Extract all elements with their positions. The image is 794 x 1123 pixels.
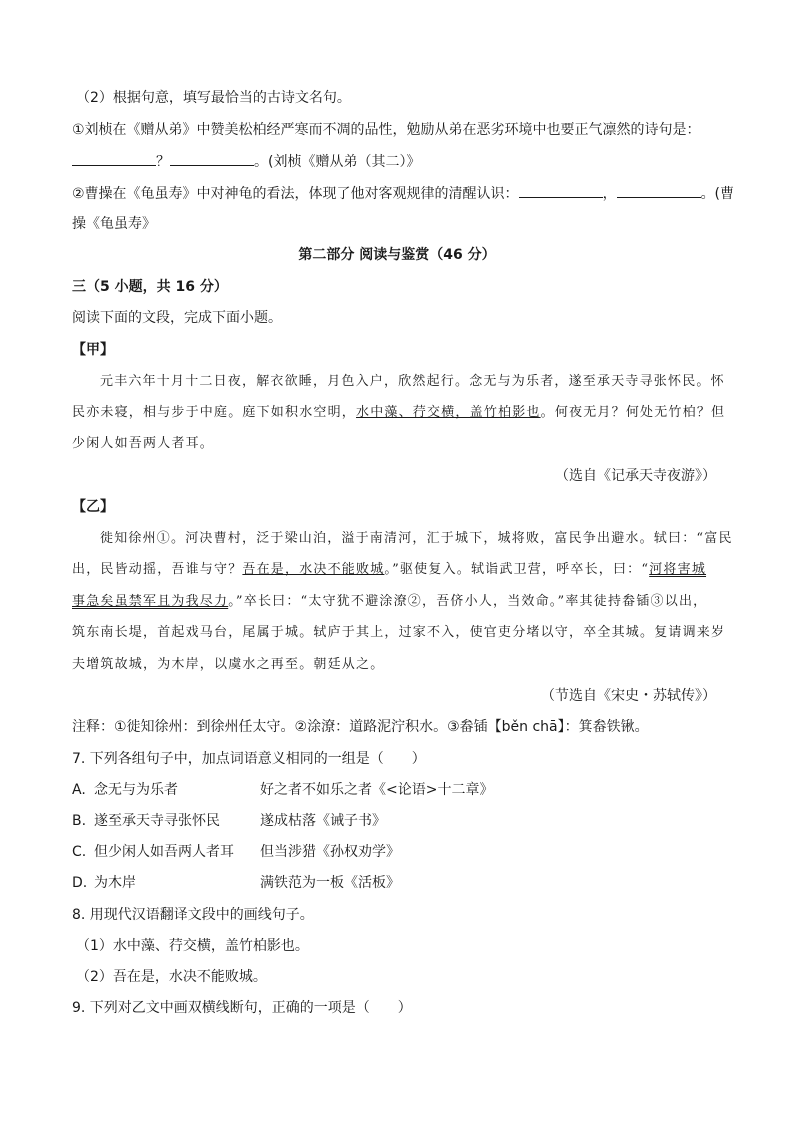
q2-item2-line	[72, 183, 734, 204]
q8-item-1: （1）水中藻、荇交横，盖竹柏影也。	[76, 938, 309, 954]
q2-item1-answer-line	[72, 151, 420, 172]
option-left-sentence: 为木岸	[94, 875, 136, 891]
option-left-sentence: 遂至承天寺寻张怀民	[94, 813, 220, 829]
underlined-sentence: 吾在是，水决不能败城	[242, 562, 385, 577]
option-label: D.	[72, 875, 88, 891]
option-label: B.	[72, 813, 87, 829]
jia-passage-line-2	[72, 403, 725, 423]
option-right-sentence: 遂成枯落《诫子书》	[260, 813, 386, 829]
q2-item1-text: ①刘桢在《赠从弟》中赞美松柏经严寒而不凋的品性，勉励从弟在恶劣环境中也要正气凛然的诗句是：	[72, 122, 701, 138]
double-underlined-sentence: 事急矣虽禁军且为我尽力	[72, 594, 229, 609]
jia-source: （选自《记承天寺夜游》）	[555, 468, 716, 484]
underlined-sentence: 水中藻、荇交横，盖竹柏影也	[356, 405, 541, 420]
yi-passage-line-4: 筑东南长堤，首起戏马台，尾属于城。轼庐于其上，过家不入，使官吏分堵以守，卒全其城。复请调来岁	[72, 625, 726, 640]
option-label: C.	[72, 844, 87, 860]
option-left-sentence: 念无与为乐者	[94, 782, 178, 798]
option-right-sentence: 但当涉猎《孙权劝学》	[260, 844, 400, 860]
annotation-note: 注释：①徙知徐州：到徐州任太守。②涂潦：道路泥泞积水。③畚锸【běn chā】：箕畚铁锹。	[72, 719, 649, 735]
option-left-sentence: 但少闲人如吾两人者耳	[94, 844, 234, 860]
option-right-sentence: 满铁范为一板《活板》	[260, 875, 400, 891]
q2-intro: （2）根据句意，填写最恰当的古诗文名句。	[76, 90, 351, 106]
q7-stem: 7. 下列各组句子中，加点词语意义相同的一组是（ ）	[72, 751, 426, 767]
option-label: A.	[72, 782, 86, 798]
q9-stem: 9. 下列对乙文中画双横线断句，正确的一项是（ ）	[72, 1000, 412, 1016]
q2-item2-text: ②曹操在《龟虽寿》中对神龟的看法，体现了他对客观规律的清醒认识：	[72, 186, 519, 202]
yi-passage-line-5: 夫增筑故城，为木岸，以虞水之再至。朝廷从之。	[72, 657, 385, 672]
section3-title: 三（5 小题，共 16 分）	[72, 279, 228, 295]
answer-blank[interactable]	[72, 151, 156, 166]
jia-label: 【甲】	[72, 342, 114, 358]
reading-intro: 阅读下面的文段，完成下面小题。	[72, 310, 282, 326]
answer-blank[interactable]	[519, 183, 603, 198]
answer-blank[interactable]	[617, 183, 701, 198]
yi-label: 【乙】	[72, 499, 114, 515]
part2-title: 第二部分 阅读与鉴赏（46 分）	[298, 247, 496, 263]
answer-blank[interactable]	[170, 151, 254, 166]
yi-text: 。”卒长曰：“太守犹不避涂潦②，吾侪小人，当效命。”率其徒持畚锸③以出，	[228, 594, 708, 609]
double-underlined-sentence: 河将害城	[649, 562, 707, 577]
q2-item2-source: 操《龟虽寿》	[72, 216, 156, 232]
q2-item2-end: 。(曹	[700, 186, 735, 202]
yi-passage-line-1: 徙知徐州①。河决曹村，泛于梁山泊，溢于南清河，汇于城下，城将败，富民争出避水。轼曰：“富民	[100, 531, 733, 546]
q8-stem: 8. 用现代汉语翻译文段中的画线句子。	[72, 907, 314, 923]
jia-passage-line-3: 少闲人如吾两人者耳。	[72, 436, 215, 451]
yi-text: 出，民皆动摇，吾谁与守？	[72, 562, 243, 577]
jia-passage-line-1: 元丰六年十月十二日夜，解衣欲睡，月色入户，欣然起行。念无与为乐者，遂至承天寺寻张怀民。怀	[100, 374, 725, 389]
jia-text: 民亦未寝，相与步于中庭。庭下如积水空明，	[72, 405, 357, 420]
q2-item1-source: 。(刘桢《赠从弟（其二）》	[254, 154, 421, 170]
yi-text: 。”驱使复入。轼诣武卫营，呼卒长，曰：“	[384, 562, 650, 577]
option-right-sentence: 好之者不如乐之者《<论语>十二章》	[260, 782, 494, 798]
yi-passage-line-2	[72, 560, 706, 580]
q8-item-2: （2）吾在是，水决不能败城。	[76, 969, 267, 985]
comma: ，	[602, 186, 617, 202]
question-mark: ？	[156, 154, 170, 170]
yi-source: （节选自《宋史・苏轼传》）	[541, 688, 716, 704]
yi-passage-line-3	[72, 592, 707, 612]
jia-text: 。何夜无月？何处无竹柏？但	[540, 405, 726, 420]
